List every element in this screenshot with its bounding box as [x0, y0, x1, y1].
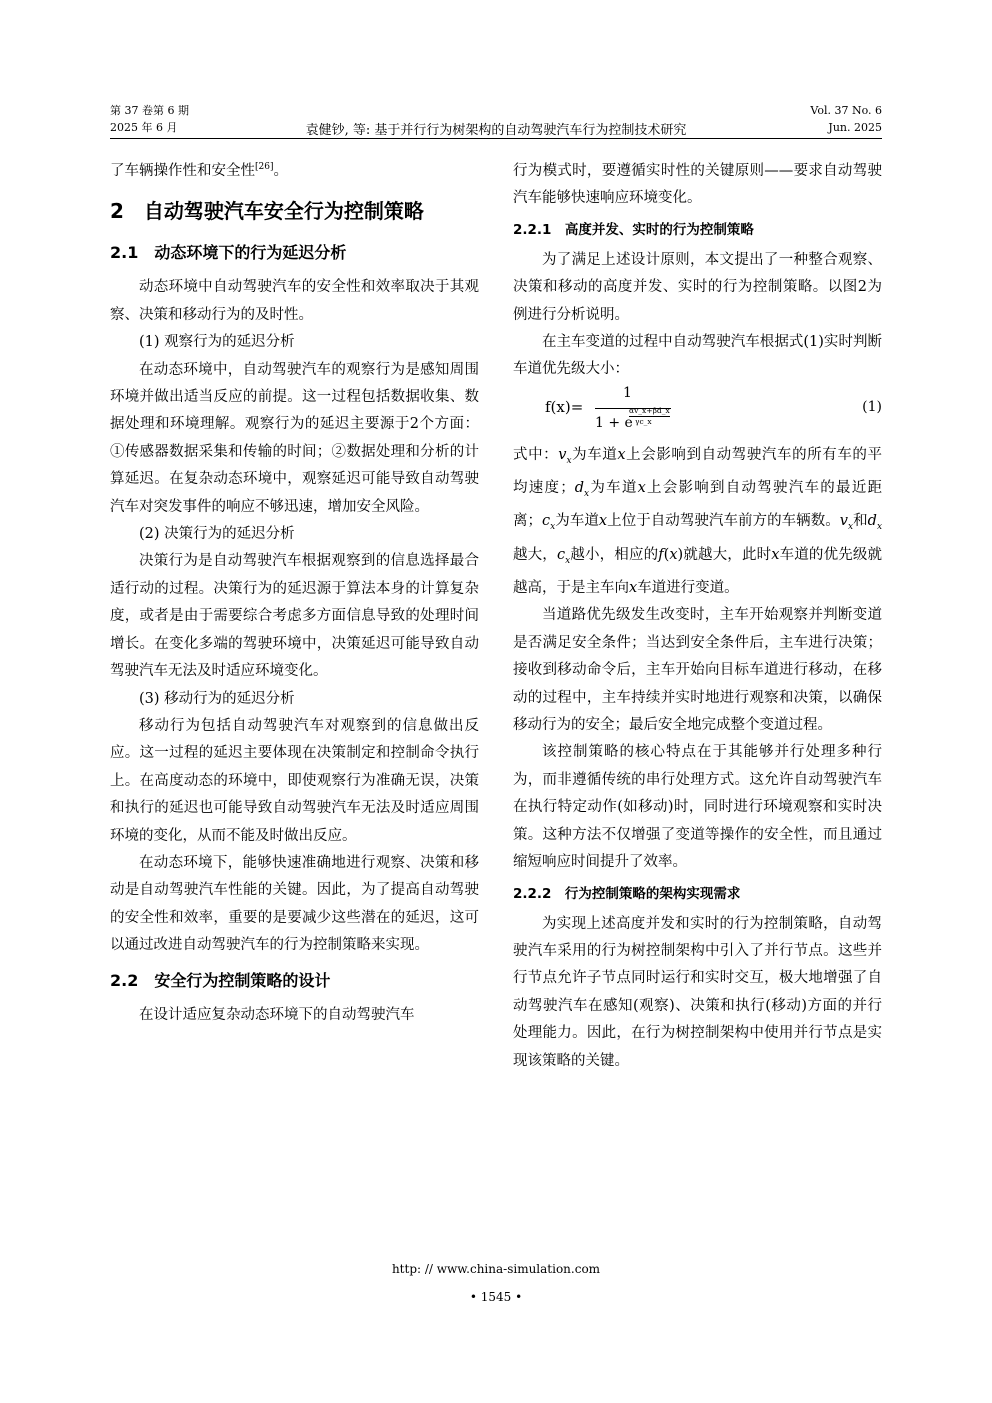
equation-lhs: f(x)= [545, 397, 584, 416]
journal-date: 2025 年 6 月 [110, 121, 178, 134]
section-heading: 2 自动驾驶汽车安全行为控制策略 [110, 199, 424, 224]
citation[interactable]: [26] [255, 162, 274, 173]
equation-1 [513, 384, 882, 442]
journal-volume-en: Vol. 37 No. 6 [810, 104, 882, 117]
item-heading: (3) 移动行为的延迟分析 [139, 690, 295, 707]
equation-numerator: 1 [623, 384, 632, 401]
right-column [513, 158, 882, 1075]
journal-volume: 第 37 卷第 6 期 [110, 104, 189, 117]
paragraph: 当道路优先级发生改变时，主车开始观察并判断变道是否满足安全条件；当达到安全条件后，主车进行决策；接收到移动命令后，主车开始向目标车道进行移动，在移动的过程中，主车持续并实时地进行观察和决策，以确保移动行为的安全；最后安全地完成整个变道过程。 [513, 607, 882, 734]
paragraph: 动态环境中自动驾驶汽车的安全性和效率取决于其观察、决策和移动行为的及时性。 [110, 279, 479, 323]
journal-date-en: Jun. 2025 [828, 121, 882, 134]
journal-issue-en [810, 102, 882, 136]
equation-number: (1) [862, 398, 882, 415]
paragraph: 在动态环境下，能够快速准确地进行观察、决策和移动是自动驾驶汽车性能的关键。因此，为了提高自动驾驶的安全性和效率，重要的是要减少这些潜在的延迟，这可以通过改进自动驾驶汽车的行为控制策略来实现。 [110, 854, 479, 954]
continued-paragraph: 行为模式时，要遵循实时性的关键原则——要求自动驾驶汽车能够快速响应环境变化。 [513, 163, 882, 207]
subsection-heading: 2.2 安全行为控制策略的设计 [110, 970, 331, 990]
paragraph: 为实现上述高度并发和实时的行为控制策略，自动驾驶汽车采用的行为树控制架构中引入了并行节点。这些并行节点允许子节点同时运行和实时交互，极大地增强了自动驾驶汽车在感知(观察)、决策和执行(移动)方面的并行处理能力。因此，在行为树控制架构中使用并行节点是实现该策略的关键。 [513, 915, 882, 1069]
item-heading: (2) 决策行为的延迟分析 [139, 526, 295, 543]
equation-denominator: 1 + e [595, 414, 633, 431]
subsubsection-heading: 2.2.2 行为控制策略的架构实现需求 [513, 885, 741, 902]
header-rule [110, 138, 882, 139]
item-heading: (1) 观察行为的延迟分析 [139, 334, 295, 351]
paragraph: 该控制策略的核心特点在于其能够并行处理多种行为，而非遵循传统的串行处理方式。这允许自动驾驶汽车在执行特定动作(如移动)时，同时进行环境观察和实时决策。这种方法不仅增强了变道等操作的安全性，而且通过缩短响应时间提升了效率。 [513, 744, 882, 871]
subsection-heading: 2.1 动态环境下的行为延迟分析 [110, 243, 347, 263]
paragraph: 决策行为是自动驾驶汽车根据观察到的信息选择最合适行动的过程。决策行为的延迟源于算法本身的计算复杂度，或者是由于需要综合考虑多方面信息导致的处理时间增长。在变化多端的驾驶环境中，决策延迟可能导致自动驾驶汽车无法及时适应环境变化。 [110, 553, 479, 680]
subsubsection-heading: 2.2.1 高度并发、实时的行为控制策略 [513, 221, 754, 238]
variable-definition: 式中：$v_x$为车道x上会影响到自动驾驶汽车的所有车的平均速度；$d_x$为车道x上会影响到自动驾驶汽车的最近距离；$c_x$为车道x上位于自动驾驶汽车前方的车辆数。$v_x$和$d_x$越大，$c_x$越小，相应的f(x)就越大，此时x车道的优先级就越高，于是主车向x车道进行变道。 [513, 446, 883, 597]
paragraph: 在主车变道的过程中自动驾驶汽车根据式(1)实时判断车道优先级大小： [513, 334, 882, 378]
continued-paragraph: 了车辆操作性和安全性[26]。 [110, 162, 288, 179]
paragraph: 为了满足上述设计原则，本文提出了一种整合观察、决策和移动的高度并发、实时的行为控制策略。以图2为例进行分析说明。 [513, 251, 882, 323]
paragraph: 在设计适应复杂动态环境下的自动驾驶汽车 [139, 1006, 415, 1023]
equation-exponent: αv_x+βd_x γc_x [629, 405, 670, 426]
left-column [110, 158, 479, 1029]
page-number: • 1545 • [469, 1290, 523, 1304]
paragraph: 在动态环境中，自动驾驶汽车的观察行为是感知周围环境并做出适当反应的前提。这一过程包括数据收集、数据处理和环境理解。观察行为的延迟主要源于2个方面：①传感器数据采集和传输的时间；②数据处理和分析的计算延迟。在复杂动态环境中，观察延迟可能导致自动驾驶汽车对突发事件的响应不够迅速，增加安全风险。 [110, 361, 479, 515]
paragraph: 移动行为包括自动驾驶汽车对观察到的信息做出反应。这一过程的延迟主要体现在决策制定和控制命令执行上。在高度动态的环境中，即使观察行为准确无误，决策和执行的延迟也可能导致自动驾驶汽车无法及时适应周围环境的变化，从而不能及时做出反应。 [110, 717, 479, 844]
running-title: 袁健钞, 等: 基于并行行为树架构的自动驾驶汽车行为控制技术研究 [305, 123, 687, 138]
footer-url[interactable]: http: // www.china-simulation.com [391, 1262, 601, 1276]
